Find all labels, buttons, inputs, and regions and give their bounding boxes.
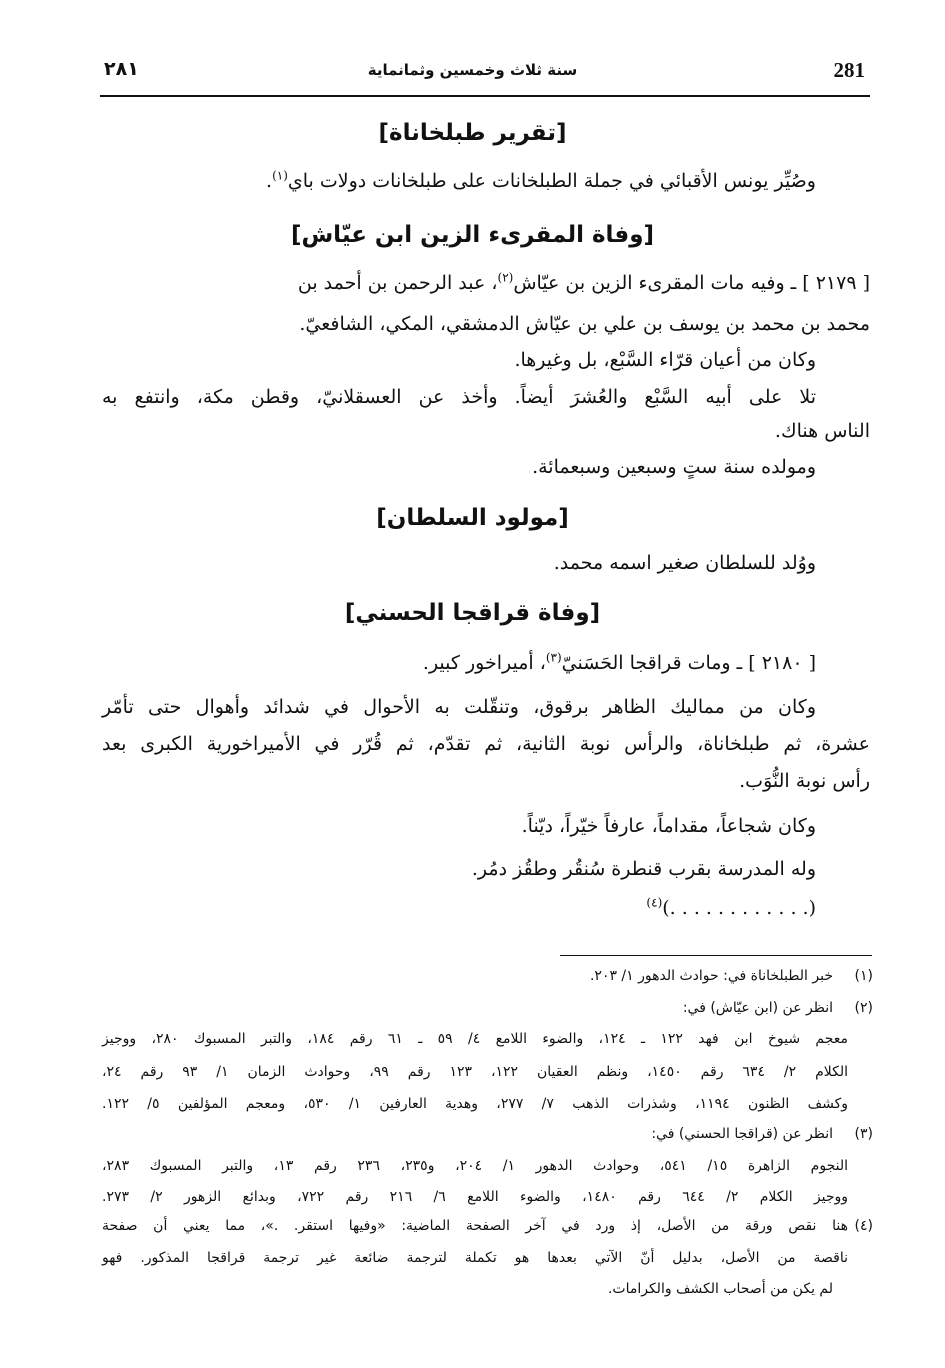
footnote-line: لم يكن من أصحاب الكشف والكرامات.: [607, 1281, 833, 1297]
footnote-number: (٣): [854, 1126, 873, 1142]
paragraph-line: تلا على أبيه السَّبْع والعُشرَ أيضاً. وأخذ عن العسقلانيّ، وقطن مكة، وانتفع به: [102, 386, 816, 408]
paragraph-line: رأس نوبة النُّوَب.: [739, 770, 870, 792]
text-run: وصُيِّر يونس الأقبائي في جملة الطبلخانات على طبلخانات دولات باي: [287, 170, 816, 192]
footnote-ref: (١): [272, 168, 288, 183]
paragraph-line: ووُلد للسلطان صغير اسمه محمد.: [553, 552, 816, 574]
section-heading-tablkhanah: [تقرير طبلخاناة]: [378, 120, 567, 146]
header-rule: [100, 95, 870, 97]
footnote-text: خبر الطبلخاناة في: حوادث الدهور ١/ ٢٠٣.: [589, 968, 833, 984]
paragraph-line: وكان من مماليك الظاهر برقوق، وتنقّلت به الأحوال في شدائد وأهوال حتى تأمّر: [102, 696, 816, 718]
paragraph-line: الناس هناك.: [774, 420, 870, 442]
page-number-arabic: ٢٨١: [104, 58, 139, 80]
paragraph-line: وكان من أعيان قرّاء السَّبْع، بل وغيرها.: [514, 349, 816, 371]
entry-line-2179: [102, 272, 870, 294]
footnote-text: انظر عن (قراقجا الحسني) في:: [651, 1126, 833, 1142]
footnote-number: (٤): [854, 1218, 873, 1234]
footnote-line: معجم شيوخ ابن فهد ١٢٢ ـ ١٢٤، والضوء اللامع ٤/ ٥٩ ـ ٦١ رقم ١٨٤، والتبر المسبوك ٢٨٠، ووجيز: [102, 1031, 848, 1047]
section-heading-ibn-ayyash: [وفاة المقرىء الزين ابن عيّاش]: [290, 222, 655, 248]
paragraph-line: وكان شجاعاً، مقداماً، عارفاً خيّراً، ديّناً.: [521, 815, 816, 837]
paragraph-line: وله المدرسة بقرب قنطرة سُنقُر وطقُز دمُر.: [471, 858, 816, 880]
text-run: [ ٢١٨٠ ] ـ ومات قراقجا الحَسَنيّ: [561, 652, 816, 674]
section-heading-sultan-birth: [مولود السلطان]: [376, 505, 569, 531]
footnote-line: الكلام ٢/ ٦٣٤ رقم ١٤٥٠، ونظم العقيان ١٢٢، ١٢٣ رقم ٩٩، وحوادث الزمان ١/ ٩٣ رقم ٢٤،: [102, 1064, 849, 1080]
text-run: (. . . . . . . . . . . .): [662, 897, 816, 919]
footnote-line: هنا نقص ورقة من الأصل، إذ ورد في آخر الصفحة الماضية: «وفيها استقر. .»، مما يعني أن صفحة: [102, 1218, 848, 1234]
paragraph-line: محمد بن محمد بن يوسف بن علي بن عيّاش الدمشقي، المكي، الشافعيّ.: [299, 313, 870, 335]
ellipsis-line: [646, 897, 816, 919]
text-run: ، عبد الرحمن بن أحمد بن: [297, 272, 498, 294]
paragraph-line: [266, 170, 816, 192]
footnote-line: ووجيز الكلام ٢/ ٦٤٤ رقم ١٤٨٠، والضوء اللامع ٦/ ٢١٦ رقم ٧٢٢، وبدائع الزهور ٢/ ٢٧٣.: [102, 1189, 849, 1205]
footnote-number: (١): [854, 968, 873, 984]
footnote-ref: (٣): [545, 650, 562, 665]
paragraph-line: ومولده سنة ستٍ وسبعين وسبعمائة.: [532, 456, 816, 478]
footnote-line: النجوم الزاهرة ١٥/ ٥٤١، وحوادث الدهور ١/ ٢٠٤، و٢٣٥، ٢٣٦ رقم ١٣، والتبر المسبوك ٢٨٣،: [102, 1158, 849, 1174]
footnote-ref: (٢): [497, 270, 514, 285]
footnote-text: انظر عن (ابن عيّاش) في:: [682, 1000, 833, 1016]
paragraph-line: عشرة، ثم طبلخاناة، والرأس نوبة الثانية، ثم تقدّم، ثم قُرّر في الأميراخورية الكبرى بعد: [102, 733, 870, 755]
footnote-rule: [560, 955, 872, 956]
section-heading-qaraqja: [وفاة قراقجا الحسني]: [344, 600, 601, 626]
page-number-latin: 281: [833, 58, 865, 82]
footnote-line: ناقصة من الأصل، بدليل أنّ الآتي بعدها هو تكملة لترجمة ضائعة غير ترجمة قراقجا المذكور. فهو: [102, 1250, 848, 1266]
text-run: ، أميراخور كبير.: [422, 652, 546, 674]
footnote-number: (٢): [854, 1000, 873, 1016]
text-run: [ ٢١٧٩ ] ـ وفيه مات المقرىء الزين بن عيّاش: [513, 272, 870, 294]
footnote-line: وكشف الظنون ١١٩٤، وشذرات الذهب ٧/ ٢٧٧، وهدية العارفين ١/ ٥٣٠، ومعجم المؤلفين ٥/ ١٢٢.: [102, 1096, 849, 1112]
entry-line-2180: [423, 652, 816, 674]
running-title: سنة ثلاث وخمسين وثمانماية: [367, 61, 578, 79]
text-run: .: [266, 170, 273, 192]
footnote-ref: (٤): [646, 895, 663, 910]
